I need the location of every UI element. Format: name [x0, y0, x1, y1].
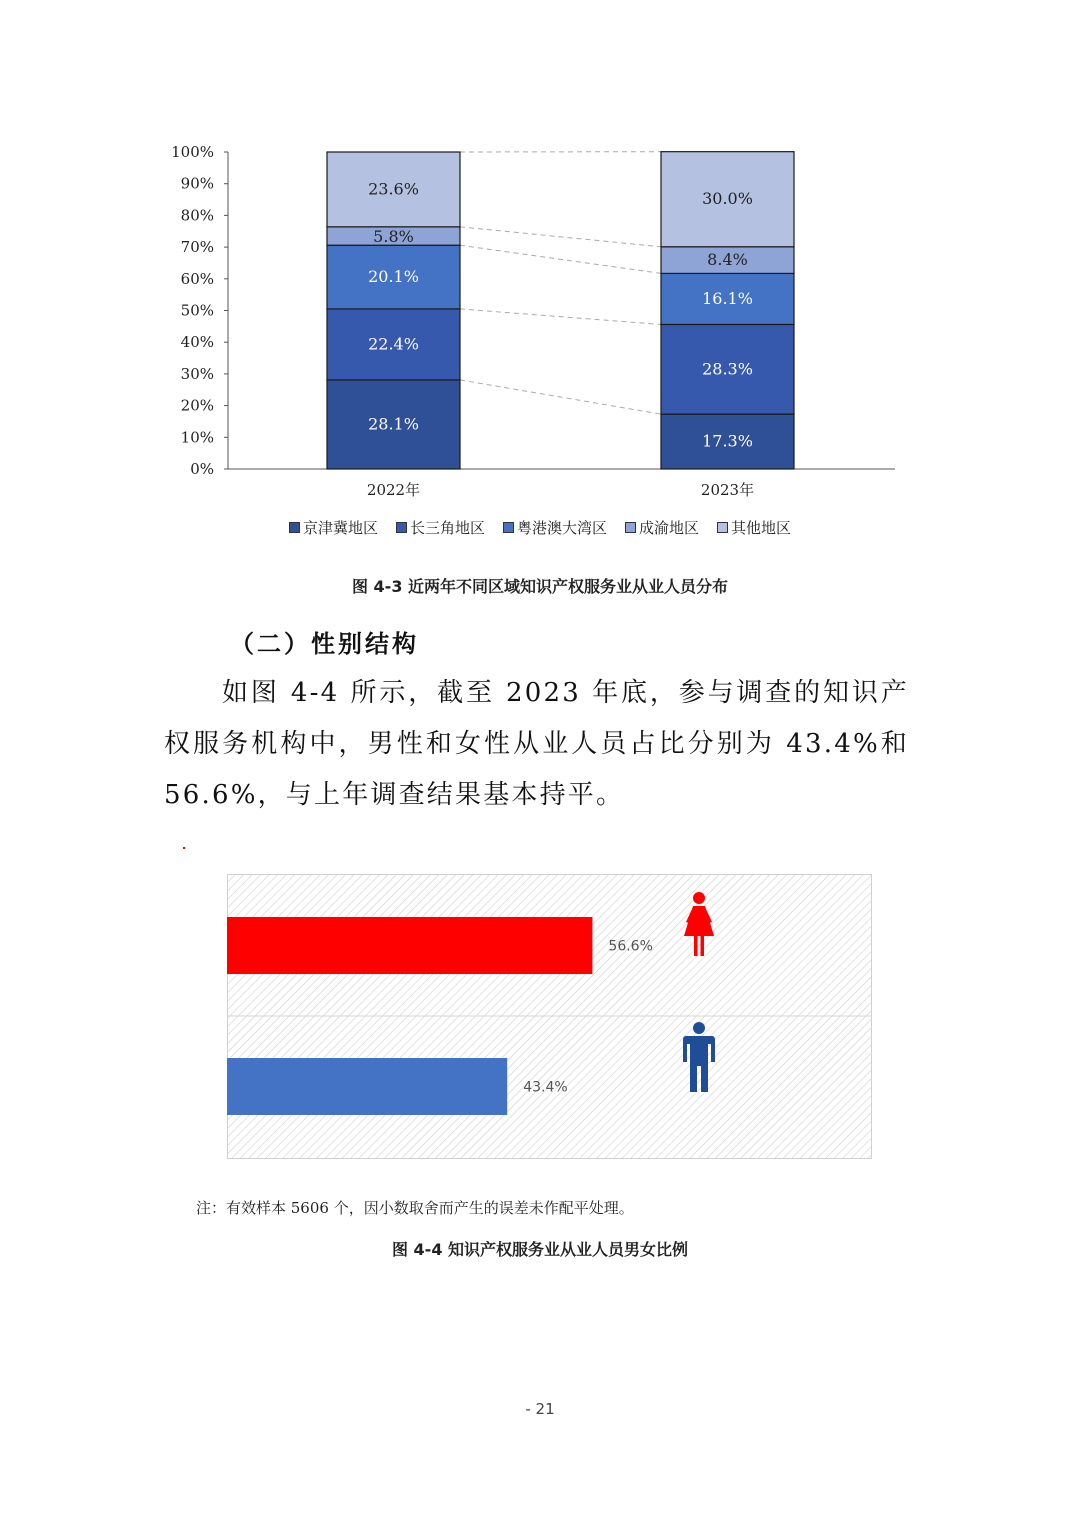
- legend-label: 粤港澳大湾区: [516, 519, 607, 537]
- gender-bar-chart: [227, 874, 872, 1159]
- data-label: 30.0%: [702, 189, 753, 209]
- legend-label: 长三角地区: [409, 519, 485, 537]
- page-number: - 21: [525, 1400, 555, 1418]
- stray-mark: [183, 847, 185, 849]
- legend-item: [289, 517, 378, 538]
- figure-4-4-caption: 图 4-4 知识产权服务业从业人员男女比例: [391, 1240, 689, 1259]
- legend-item: [717, 517, 791, 538]
- legend-label: 成渝地区: [639, 519, 700, 537]
- y-tick-label: 20%: [180, 396, 214, 415]
- legend-label: 其他地区: [731, 519, 792, 537]
- y-tick-label: 80%: [180, 206, 214, 225]
- legend-swatch: [717, 522, 728, 533]
- legend-item: [625, 517, 699, 538]
- x-tick-label: 2022年: [366, 481, 421, 499]
- legend-label: 京津冀地区: [302, 519, 378, 537]
- legend-swatch: [289, 522, 300, 533]
- x-tick-label: 2023年: [700, 481, 755, 499]
- bar: [227, 1058, 507, 1115]
- data-label: 17.3%: [702, 431, 753, 451]
- y-tick-label: 70%: [180, 238, 214, 257]
- legend-swatch: [625, 522, 636, 533]
- data-label: 28.1%: [368, 414, 419, 434]
- y-tick-label: 100%: [171, 143, 214, 161]
- y-tick-label: 90%: [180, 174, 214, 193]
- connector-line: [460, 245, 661, 273]
- data-label: 8.4%: [707, 250, 748, 270]
- figure-note: 注：有效样本 5606 个，因小数取舍而产生的误差未作配平处理。: [196, 1199, 634, 1217]
- x-axis-labels: [367, 481, 754, 499]
- connector-line: [460, 309, 661, 325]
- section-heading: （二）性别结构: [230, 630, 419, 658]
- data-label: 23.6%: [368, 179, 419, 199]
- y-tick-label: 50%: [180, 301, 214, 320]
- bar: [227, 917, 592, 974]
- chart-legend: [0, 517, 1080, 538]
- body-paragraph: 如图 4-4 所示，截至 2023 年底，参与调查的知识产权服务机构中，男性和女性从业人员占比分别为 43.4%和 56.6%，与上年调查结果基本持平。: [164, 678, 909, 810]
- data-label: 5.8%: [373, 227, 414, 247]
- connector-lines: [460, 152, 661, 414]
- figure-4-3-caption: 图 4-3 近两年不同区域知识产权服务业从业人员分布: [351, 577, 729, 596]
- data-label: 20.1%: [368, 267, 419, 287]
- legend-item: [396, 517, 485, 538]
- data-label: 56.6%: [608, 938, 653, 955]
- data-label: 16.1%: [702, 288, 753, 308]
- region-stacked-bar-chart: [160, 135, 920, 505]
- connector-line: [460, 380, 661, 414]
- y-tick-label: 60%: [180, 269, 214, 288]
- data-label: 22.4%: [368, 334, 419, 354]
- y-tick-label: 0%: [190, 460, 214, 478]
- y-tick-label: 30%: [180, 364, 214, 383]
- legend-item: [503, 517, 607, 538]
- data-label: 43.4%: [523, 1079, 568, 1096]
- legend-swatch: [396, 522, 407, 533]
- legend-swatch: [503, 522, 514, 533]
- data-label: 28.3%: [702, 359, 753, 379]
- y-tick-label: 10%: [180, 428, 214, 447]
- y-tick-label: 40%: [180, 333, 214, 352]
- connector-line: [460, 227, 661, 247]
